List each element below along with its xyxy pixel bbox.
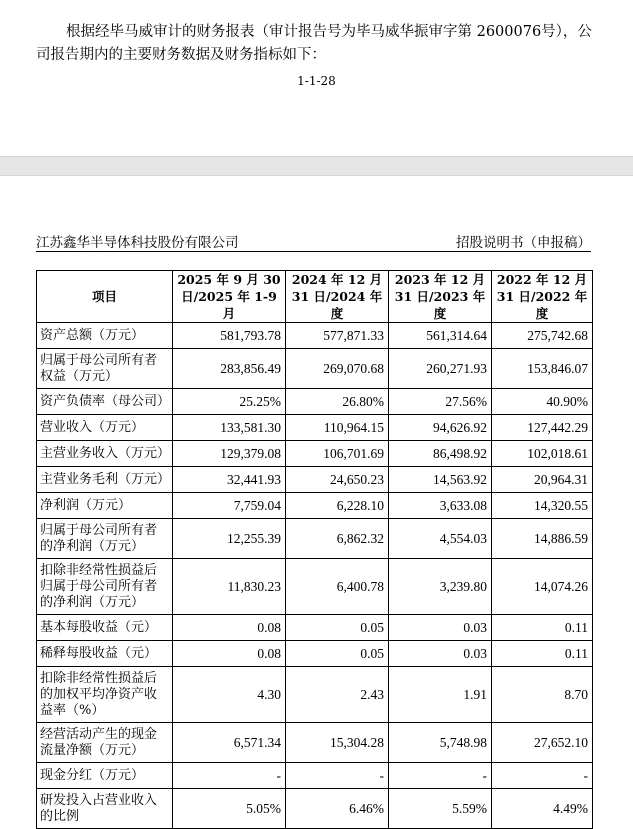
row-value: -: [173, 763, 286, 789]
table-row: [37, 559, 593, 615]
table-row: [37, 519, 593, 559]
row-value: 27,652.10: [492, 723, 593, 763]
row-value: 4.30: [173, 667, 286, 723]
row-label: 资产总额（万元）: [37, 323, 173, 349]
row-value: 269,070.68: [286, 349, 389, 389]
column-header: 2023 年 12 月 31 日/2023 年度: [389, 271, 492, 323]
row-value: 4,554.03: [389, 519, 492, 559]
row-label: 净利润（万元）: [37, 493, 173, 519]
row-value: 0.03: [389, 641, 492, 667]
row-label: 资产负债率（母公司）: [37, 389, 173, 415]
row-value: -: [389, 763, 492, 789]
row-value: 5,748.98: [389, 723, 492, 763]
table-header-row: [37, 271, 593, 323]
column-header: 2024 年 12 月 31 日/2024 年度: [286, 271, 389, 323]
row-value: 6.46%: [286, 789, 389, 829]
row-value: 15,304.28: [286, 723, 389, 763]
row-label: 扣除非经常性损益后归属于母公司所有者的净利润（万元）: [37, 559, 173, 615]
row-value: 5.59%: [389, 789, 492, 829]
table-row: [37, 441, 593, 467]
row-value: 2.43: [286, 667, 389, 723]
table-row: [37, 415, 593, 441]
table-row: [37, 641, 593, 667]
column-header: 项目: [37, 271, 173, 323]
table-row: [37, 763, 593, 789]
row-value: 106,701.69: [286, 441, 389, 467]
row-value: 0.11: [492, 615, 593, 641]
table-row: [37, 467, 593, 493]
row-value: 14,563.92: [389, 467, 492, 493]
row-value: 6,228.10: [286, 493, 389, 519]
row-label: 营业收入（万元）: [37, 415, 173, 441]
row-label: 基本每股收益（元）: [37, 615, 173, 641]
row-label: 研发投入占营业收入的比例: [37, 789, 173, 829]
row-value: 0.11: [492, 641, 593, 667]
row-value: 0.05: [286, 641, 389, 667]
header-divider: [36, 251, 591, 252]
row-label: 扣除非经常性损益后的加权平均净资产收益率（%）: [37, 667, 173, 723]
row-value: 11,830.23: [173, 559, 286, 615]
row-label: 稀释每股收益（元）: [37, 641, 173, 667]
row-value: 6,400.78: [286, 559, 389, 615]
row-label: 现金分红（万元）: [37, 763, 173, 789]
row-value: 0.05: [286, 615, 389, 641]
row-label: 归属于母公司所有者的净利润（万元）: [37, 519, 173, 559]
row-value: 26.80%: [286, 389, 389, 415]
page-number: 1-1-28: [297, 74, 336, 88]
page-break: [0, 156, 633, 176]
row-value: 133,581.30: [173, 415, 286, 441]
row-value: 110,964.15: [286, 415, 389, 441]
table-row: [37, 493, 593, 519]
table-row: [37, 349, 593, 389]
row-value: 8.70: [492, 667, 593, 723]
row-value: 32,441.93: [173, 467, 286, 493]
company-name: 江苏鑫华半导体科技股份有限公司: [36, 235, 239, 251]
row-value: 260,271.93: [389, 349, 492, 389]
row-value: 129,379.08: [173, 441, 286, 467]
row-value: 27.56%: [389, 389, 492, 415]
row-value: 581,793.78: [173, 323, 286, 349]
row-value: 24,650.23: [286, 467, 389, 493]
row-value: 14,320.55: [492, 493, 593, 519]
row-value: 40.90%: [492, 389, 593, 415]
row-value: 86,498.92: [389, 441, 492, 467]
row-value: 1.91: [389, 667, 492, 723]
table-row: [37, 389, 593, 415]
row-value: -: [286, 763, 389, 789]
row-value: 0.08: [173, 641, 286, 667]
row-value: 25.25%: [173, 389, 286, 415]
table-row: [37, 789, 593, 829]
row-value: 3,239.80: [389, 559, 492, 615]
financial-data-table: [36, 270, 593, 829]
row-value: 12,255.39: [173, 519, 286, 559]
row-label: 归属于母公司所有者权益（万元）: [37, 349, 173, 389]
row-value: 153,846.07: [492, 349, 593, 389]
row-value: 7,759.04: [173, 493, 286, 519]
column-header: 2025 年 9 月 30 日/2025 年 1-9 月: [173, 271, 286, 323]
row-value: 127,442.29: [492, 415, 593, 441]
row-value: 102,018.61: [492, 441, 593, 467]
row-value: 20,964.31: [492, 467, 593, 493]
table-row: [37, 323, 593, 349]
document-title: 招股说明书（申报稿）: [456, 235, 591, 251]
row-value: 14,886.59: [492, 519, 593, 559]
row-label: 主营业务毛利（万元）: [37, 467, 173, 493]
table-row: [37, 723, 593, 763]
row-value: 283,856.49: [173, 349, 286, 389]
row-value: 6,862.32: [286, 519, 389, 559]
row-value: 577,871.33: [286, 323, 389, 349]
row-label: 主营业务收入（万元）: [37, 441, 173, 467]
column-header: 2022 年 12 月 31 日/2022 年度: [492, 271, 593, 323]
row-value: 275,742.68: [492, 323, 593, 349]
row-value: 0.08: [173, 615, 286, 641]
row-label: 经营活动产生的现金流量净额（万元）: [37, 723, 173, 763]
table-row: [37, 615, 593, 641]
row-value: 6,571.34: [173, 723, 286, 763]
row-value: 561,314.64: [389, 323, 492, 349]
table-row: [37, 667, 593, 723]
row-value: 0.03: [389, 615, 492, 641]
row-value: 14,074.26: [492, 559, 593, 615]
row-value: 4.49%: [492, 789, 593, 829]
row-value: 94,626.92: [389, 415, 492, 441]
intro-paragraph: 根据经毕马威审计的财务报表（审计报告号为毕马威华振审字第 2600076号），公司报告期内的主要财务数据及财务指标如下：: [36, 23, 592, 63]
row-value: 3,633.08: [389, 493, 492, 519]
row-value: -: [492, 763, 593, 789]
row-value: 5.05%: [173, 789, 286, 829]
